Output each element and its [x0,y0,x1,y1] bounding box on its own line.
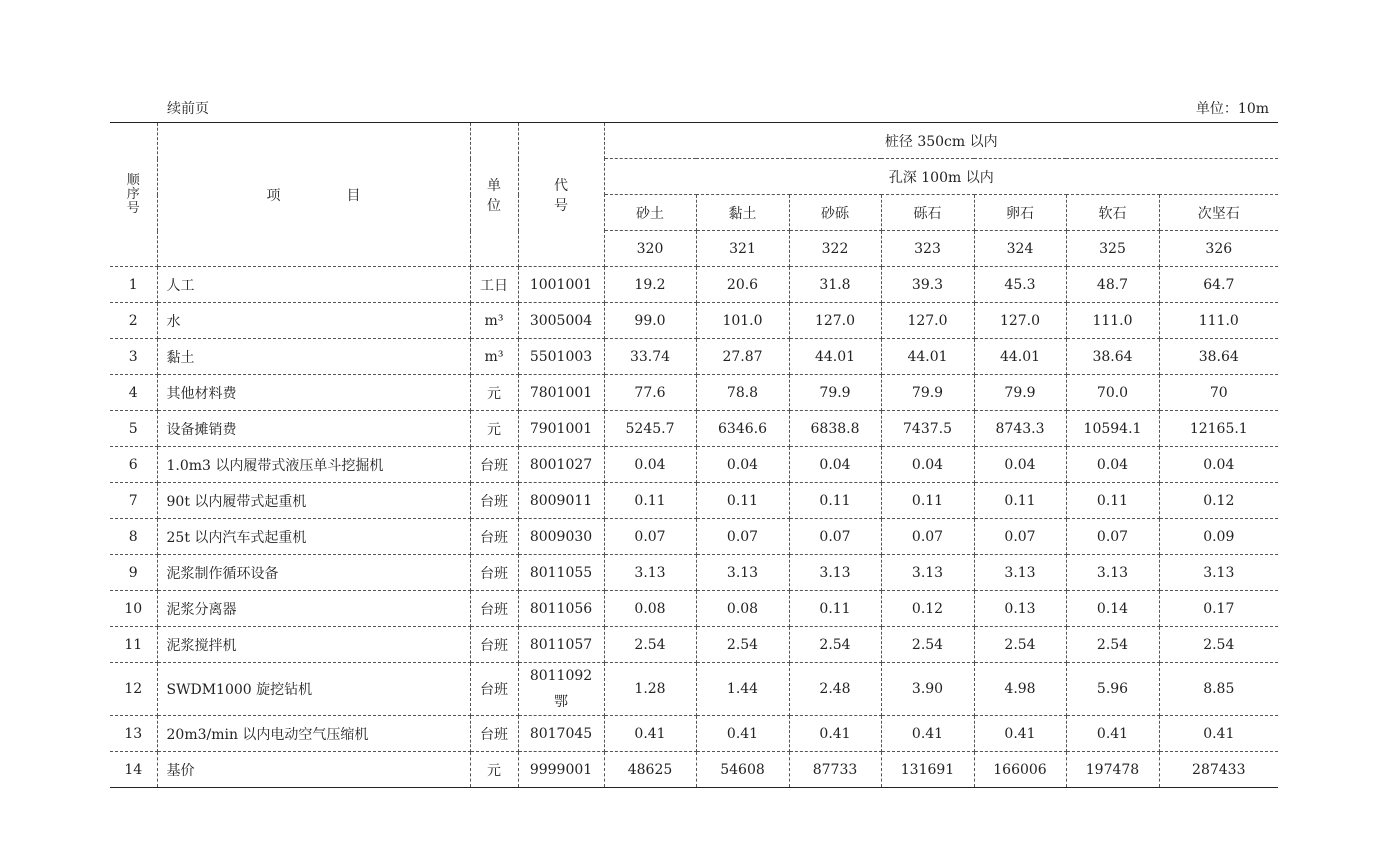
row-unit: 台班 [470,716,518,752]
hole-depth-header: 孔深 100m 以内 [604,159,1278,195]
row-unit: 台班 [470,483,518,519]
row-value: 0.11 [604,483,696,519]
row-value: 8.85 [1159,663,1278,716]
row-unit: 台班 [470,627,518,663]
row-value: 0.12 [1159,483,1278,519]
row-value: 20.6 [696,267,789,303]
row-value: 1.28 [604,663,696,716]
row-value: 99.0 [604,303,696,339]
row-value: 0.04 [789,447,881,483]
row-value: 3.13 [1159,555,1278,591]
row-value: 3.13 [604,555,696,591]
row-seq: 5 [110,411,157,447]
row-item: 水 [157,303,470,339]
table-row [110,716,1278,752]
row-value: 12165.1 [1159,411,1278,447]
row-item: 基价 [157,752,470,788]
table-body [110,267,1278,788]
row-code-suffix: 鄂 [554,694,568,710]
row-unit: 台班 [470,447,518,483]
row-value: 44.01 [789,339,881,375]
col-code-header [518,123,604,267]
row-seq: 14 [110,752,157,788]
row-value: 39.3 [881,267,974,303]
row-value: 0.41 [789,716,881,752]
row-value: 0.11 [696,483,789,519]
soil-code-header: 324 [974,231,1066,267]
col-unit-char: 位 [487,197,501,214]
row-code: 9999001 [518,752,604,788]
row-unit: m³ [470,339,518,375]
row-value: 87733 [789,752,881,788]
row-code: 7801001 [518,375,604,411]
row-seq: 6 [110,447,157,483]
row-seq: 1 [110,267,157,303]
table-header [110,123,1278,267]
row-value: 38.64 [1066,339,1159,375]
row-value: 0.04 [696,447,789,483]
row-value: 0.11 [789,483,881,519]
row-value: 0.41 [1066,716,1159,752]
row-value: 2.54 [696,627,789,663]
row-unit: m³ [470,303,518,339]
row-value: 0.07 [881,519,974,555]
continued-label: 续前页 [167,101,209,117]
row-value: 38.64 [1159,339,1278,375]
row-value: 127.0 [974,303,1066,339]
row-unit: 工日 [470,267,518,303]
row-value: 3.13 [1066,555,1159,591]
row-seq: 3 [110,339,157,375]
row-value: 0.07 [789,519,881,555]
table-row [110,591,1278,627]
row-value: 54608 [696,752,789,788]
soil-code-header: 321 [696,231,789,267]
col-item-header [157,123,470,267]
row-value: 3.13 [974,555,1066,591]
col-unit-char: 单 [487,177,501,194]
row-value: 0.07 [974,519,1066,555]
table-row [110,375,1278,411]
soil-type-header: 砾石 [881,195,974,231]
soil-code-header: 326 [1159,231,1278,267]
row-value: 31.8 [789,267,881,303]
row-code [518,663,604,716]
row-value: 131691 [881,752,974,788]
row-value: 197478 [1066,752,1159,788]
row-value: 0.08 [696,591,789,627]
row-value: 0.11 [881,483,974,519]
table-row [110,483,1278,519]
table-row [110,519,1278,555]
row-item: 黏土 [157,339,470,375]
row-value: 0.04 [881,447,974,483]
row-value: 0.41 [974,716,1066,752]
row-value: 33.74 [604,339,696,375]
row-value: 166006 [974,752,1066,788]
col-item-char: 目 [346,187,361,204]
soil-type-header: 砂砾 [789,195,881,231]
row-value: 45.3 [974,267,1066,303]
row-value: 0.41 [881,716,974,752]
row-value: 0.14 [1066,591,1159,627]
row-value: 64.7 [1159,267,1278,303]
row-value: 5.96 [1066,663,1159,716]
row-value: 0.11 [1066,483,1159,519]
row-seq: 2 [110,303,157,339]
row-value: 3.13 [696,555,789,591]
table-row [110,663,1278,716]
row-value: 0.07 [1066,519,1159,555]
row-value: 127.0 [881,303,974,339]
row-code: 7901001 [518,411,604,447]
row-value: 0.04 [1159,447,1278,483]
table-row [110,752,1278,788]
soil-type-header: 软石 [1066,195,1159,231]
row-value: 70.0 [1066,375,1159,411]
row-value: 0.13 [974,591,1066,627]
row-value: 3.13 [789,555,881,591]
row-value: 7437.5 [881,411,974,447]
row-value: 4.98 [974,663,1066,716]
row-unit: 元 [470,411,518,447]
row-code: 8011057 [518,627,604,663]
table-row [110,555,1278,591]
row-value: 0.11 [789,591,881,627]
row-item: SWDM1000 旋挖钻机 [157,663,470,716]
row-value: 2.54 [604,627,696,663]
row-code: 8011055 [518,555,604,591]
table-row [110,411,1278,447]
row-value: 79.9 [789,375,881,411]
col-unit-header [470,123,518,267]
row-seq: 8 [110,519,157,555]
col-code-char: 代 [554,177,568,194]
table-row [110,303,1278,339]
row-unit: 元 [470,752,518,788]
col-code-char: 号 [554,197,568,214]
row-value: 44.01 [974,339,1066,375]
row-unit: 台班 [470,591,518,627]
row-value: 48625 [604,752,696,788]
row-unit: 台班 [470,519,518,555]
row-item: 其他材料费 [157,375,470,411]
row-value: 5245.7 [604,411,696,447]
row-value: 0.04 [604,447,696,483]
row-item: 人工 [157,267,470,303]
row-value: 79.9 [974,375,1066,411]
row-value: 48.7 [1066,267,1159,303]
row-value: 2.54 [1066,627,1159,663]
row-item: 泥浆分离器 [157,591,470,627]
row-value: 0.07 [604,519,696,555]
col-item-char: 项 [266,187,281,204]
row-seq: 12 [110,663,157,716]
row-code: 8011056 [518,591,604,627]
row-code: 5501003 [518,339,604,375]
soil-code-header: 323 [881,231,974,267]
row-value: 3.13 [881,555,974,591]
pile-diameter-header: 桩径 350cm 以内 [604,123,1278,159]
row-value: 6346.6 [696,411,789,447]
row-unit: 台班 [470,555,518,591]
table-row [110,447,1278,483]
row-value: 70 [1159,375,1278,411]
row-value: 1.44 [696,663,789,716]
col-seq-char: 号 [126,200,140,216]
row-value: 2.54 [881,627,974,663]
soil-type-header: 次坚石 [1159,195,1278,231]
row-item: 泥浆搅拌机 [157,627,470,663]
row-item: 泥浆制作循环设备 [157,555,470,591]
row-item: 25t 以内汽车式起重机 [157,519,470,555]
row-item: 90t 以内履带式起重机 [157,483,470,519]
soil-type-header: 砂土 [604,195,696,231]
row-value: 0.07 [696,519,789,555]
col-seq-char: 顺 [126,172,140,188]
table-row [110,339,1278,375]
row-item: 20m3/min 以内电动空气压缩机 [157,716,470,752]
row-seq: 10 [110,591,157,627]
soil-type-header: 卵石 [974,195,1066,231]
row-value: 79.9 [881,375,974,411]
row-code: 8009030 [518,519,604,555]
soil-type-header: 黏土 [696,195,789,231]
table-row [110,627,1278,663]
row-value: 8743.3 [974,411,1066,447]
row-value: 78.8 [696,375,789,411]
row-item: 1.0m3 以内履带式液压单斗挖掘机 [157,447,470,483]
row-value: 127.0 [789,303,881,339]
row-code: 8017045 [518,716,604,752]
col-seq-char: 序 [126,186,140,202]
row-value: 2.54 [1159,627,1278,663]
col-seq-header [110,123,157,267]
quota-table [110,122,1278,788]
row-value: 0.41 [696,716,789,752]
row-seq: 13 [110,716,157,752]
soil-code-header: 325 [1066,231,1159,267]
row-unit: 元 [470,375,518,411]
row-value: 111.0 [1066,303,1159,339]
soil-code-header: 322 [789,231,881,267]
row-seq: 4 [110,375,157,411]
row-value: 0.11 [974,483,1066,519]
row-value: 0.04 [1066,447,1159,483]
row-value: 0.08 [604,591,696,627]
soil-code-header: 320 [604,231,696,267]
row-value: 0.09 [1159,519,1278,555]
row-value: 77.6 [604,375,696,411]
row-value: 10594.1 [1066,411,1159,447]
row-value: 0.12 [881,591,974,627]
row-value: 287433 [1159,752,1278,788]
row-value: 0.17 [1159,591,1278,627]
row-value: 101.0 [696,303,789,339]
row-value: 0.41 [604,716,696,752]
row-value: 0.04 [974,447,1066,483]
row-value: 0.41 [1159,716,1278,752]
row-code: 1001001 [518,267,604,303]
row-seq: 9 [110,555,157,591]
row-value: 27.87 [696,339,789,375]
row-value: 6838.8 [789,411,881,447]
row-value: 2.54 [789,627,881,663]
row-code: 3005004 [518,303,604,339]
table-row [110,267,1278,303]
row-code: 8009011 [518,483,604,519]
row-value: 44.01 [881,339,974,375]
row-value: 19.2 [604,267,696,303]
row-item: 设备摊销费 [157,411,470,447]
row-value: 2.54 [974,627,1066,663]
row-value: 3.90 [881,663,974,716]
row-code: 8001027 [518,447,604,483]
row-value: 111.0 [1159,303,1278,339]
row-value: 2.48 [789,663,881,716]
row-unit: 台班 [470,663,518,716]
row-code-line: 8011092 [529,668,593,684]
row-seq: 7 [110,483,157,519]
row-seq: 11 [110,627,157,663]
unit-label: 单位：10m [1195,101,1269,117]
